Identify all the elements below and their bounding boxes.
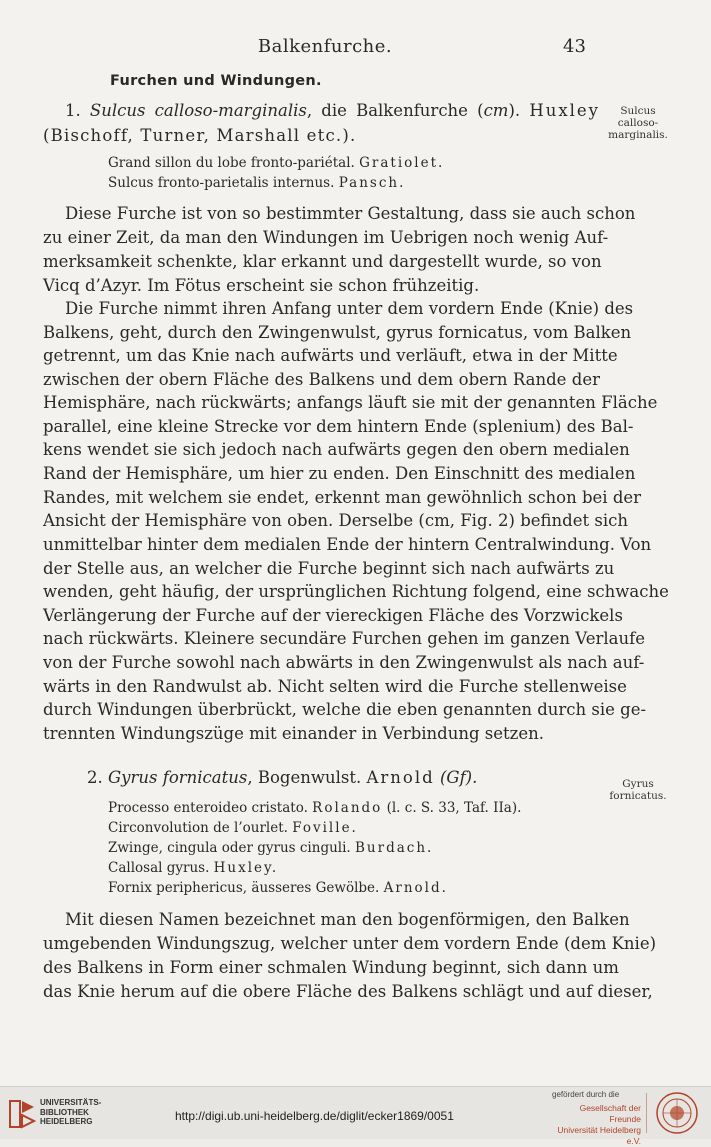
bib-tail: (l. c. S. 33, Taf. IIa). (382, 800, 522, 816)
para2-line: getrennt, um das Knie nach aufwärts und verläuft, etwa in der Mitte (43, 346, 618, 365)
para2-line: trennten Windungszüge mit einander in Verbindung setzen. (43, 724, 544, 743)
para1-line: Vicq d’Azyr. Im Fötus erscheint sie schon frühzeitig. (43, 276, 480, 295)
item2-bib-1 (108, 800, 521, 816)
section-heading: Furchen und Windungen. (110, 73, 322, 89)
item2-number: 2. (87, 768, 103, 787)
para2-line: der Stelle aus, an welcher die Furche beginnt sich nach aufwärts zu (43, 559, 615, 578)
bib-text: Fornix periphericus, äusseres Gewölbe. (108, 880, 384, 896)
para2-line: Balkens, geht, durch den Zwingenwulst, gyrus fornicatus, vom Balken (43, 323, 632, 342)
bib-author: Gratiolet. (359, 155, 445, 171)
para1-line: zu einer Zeit, da man den Windungen im Uebrigen noch wenig Auf- (43, 228, 609, 247)
para2-line: zwischen der obern Fläche des Balkens und dem obern Rande der (43, 370, 600, 389)
para2-line: von der Furche sowohl nach abwärts in den Zwingenwulst als nach auf- (43, 653, 645, 672)
bib-author: Burdach. (355, 840, 434, 856)
item1-author: Huxley (529, 101, 600, 120)
para3-line: das Knie herum auf die obere Fläche des Balkens schlägt und auf dieser, (43, 982, 653, 1001)
para2-line: Randes, mit welchem sie endet, erkennt man gewöhnlich schon bei der (43, 488, 642, 507)
bib-text: Grand sillon du lobe fronto-pariétal. (108, 155, 360, 171)
item1-number: 1. (65, 101, 81, 120)
para3-line: umgebenden Windungszug, welcher unter dem vordern Ende (dem Knie) (43, 934, 657, 953)
item2-bib-4 (108, 860, 278, 876)
para3-line: des Balkens in Form einer schmalen Windung beginnt, sich dann um (43, 958, 619, 977)
item2-heading (87, 768, 477, 787)
margin-line: calloso- (617, 117, 659, 129)
para1-line: Diese Furche ist von so bestimmter Gestaltung, dass sie auch schon (65, 204, 636, 223)
para2-line: kens wendet sie sich jedoch nach aufwärts gegen den obern medialen (43, 440, 630, 459)
bib-text: Sulcus fronto-parietalis internus. (108, 175, 339, 191)
sponsor-name (553, 1103, 641, 1147)
bib-author: Huxley. (213, 860, 279, 876)
item1-rest2: ). (508, 101, 530, 120)
item2-author: Arnold (366, 768, 435, 787)
item1-bib-1 (108, 155, 444, 171)
para2-line: Verlängerung der Furche auf der viereckigen Fläche des Vorzwickels (43, 606, 623, 625)
para2-line: Hemisphäre, nach rückwärts; anfangs läuft sie mit der genannten Fläche (43, 393, 658, 412)
library-line: HEIDELBERG (40, 1117, 93, 1126)
library-line: UNIVERSITÄTS- (40, 1098, 102, 1107)
item2-abbr: (Gf). (439, 768, 478, 787)
margin-note-gyrus (608, 778, 668, 802)
bib-author: Rolando (312, 800, 383, 816)
sponsor-heading: gefördert durch die (552, 1090, 620, 1099)
item2-bib-3 (108, 840, 433, 856)
footer-divider (646, 1093, 647, 1133)
item1-bib-2 (108, 175, 405, 191)
bib-text: Circonvolution de l’ourlet. (108, 820, 293, 836)
para2-line: unmittelbar hinter dem medialen Ende der hintern Centralwindung. Von (43, 535, 652, 554)
para2-line: parallel, eine kleine Strecke vor dem hintern Ende (splenium) des Bal- (43, 417, 634, 436)
bib-author: Pansch. (338, 175, 406, 191)
bib-text: Zwinge, cingula oder gyrus cinguli. (108, 840, 355, 856)
bib-author: Foville. (292, 820, 358, 836)
para2-line: Rand der Hemisphäre, um hier zu enden. Den Einschnitt des medialen (43, 464, 636, 483)
para2-line: nach rückwärts. Kleinere secundäre Furchen gehen im ganzen Verlaufe (43, 629, 645, 648)
para2-line: Die Furche nimmt ihren Anfang unter dem vordern Ende (Knie) des (65, 299, 634, 318)
bib-text: Callosal gyrus. (108, 860, 214, 876)
item1-line2: (Bischoff, Turner, Marshall etc.). (43, 126, 357, 145)
margin-line: fornicatus. (609, 790, 667, 802)
margin-line: marginalis. (608, 129, 668, 141)
bib-author: Arnold. (383, 880, 448, 896)
item1-abbr: cm (483, 101, 509, 120)
item2-bib-2 (108, 820, 358, 836)
para2-line: wenden, geht häufig, der ursprünglichen Richtung folgend, eine schwache (43, 582, 669, 601)
para2-line: wärts in den Randwulst ab. Nicht selten wird die Furche stellenweise (43, 677, 627, 696)
library-line: BIBLIOTHEK (40, 1107, 89, 1117)
item1-rest: , die Balkenfurche ( (306, 101, 484, 120)
footer-bar (0, 1086, 711, 1146)
para1-line: merksamkeit schenkte, klar erkannt und dargestellt wurde, so von (43, 252, 602, 271)
sponsor-line: Gesellschaft der Freunde (579, 1103, 641, 1124)
item1-name: Sulcus calloso-marginalis (89, 101, 307, 120)
sponsor-line: Universität Heidelberg e.V. (557, 1125, 641, 1146)
item2-name: Gyrus fornicatus (108, 768, 248, 787)
university-seal-icon (655, 1091, 699, 1135)
bib-text: Processo enteroideo cristato. (108, 800, 313, 816)
para2-line: durch Windungen überbrückt, welche die eben genannten durch sie ge- (43, 700, 647, 719)
running-title: Balkenfurche. (257, 36, 393, 57)
margin-line: Sulcus (620, 105, 656, 117)
item2-bib-5 (108, 880, 448, 896)
margin-line: Gyrus (622, 778, 654, 790)
margin-note-sulcus (608, 105, 668, 141)
permalink-url[interactable]: http://digi.ub.uni-heidelberg.de/diglit/ecker1869/0051 (175, 1109, 454, 1123)
page-number: 43 (563, 36, 586, 57)
para2-line: Ansicht der Hemisphäre von oben. Derselbe (cm, Fig. 2) befindet sich (43, 511, 628, 530)
item1-heading (65, 101, 600, 120)
library-name (40, 1098, 101, 1127)
para3-line: Mit diesen Namen bezeichnet man den bogenförmigen, den Balken (65, 910, 630, 929)
library-logo-icon (8, 1097, 36, 1131)
item2-rest: , Bogenwulst. (247, 768, 367, 787)
